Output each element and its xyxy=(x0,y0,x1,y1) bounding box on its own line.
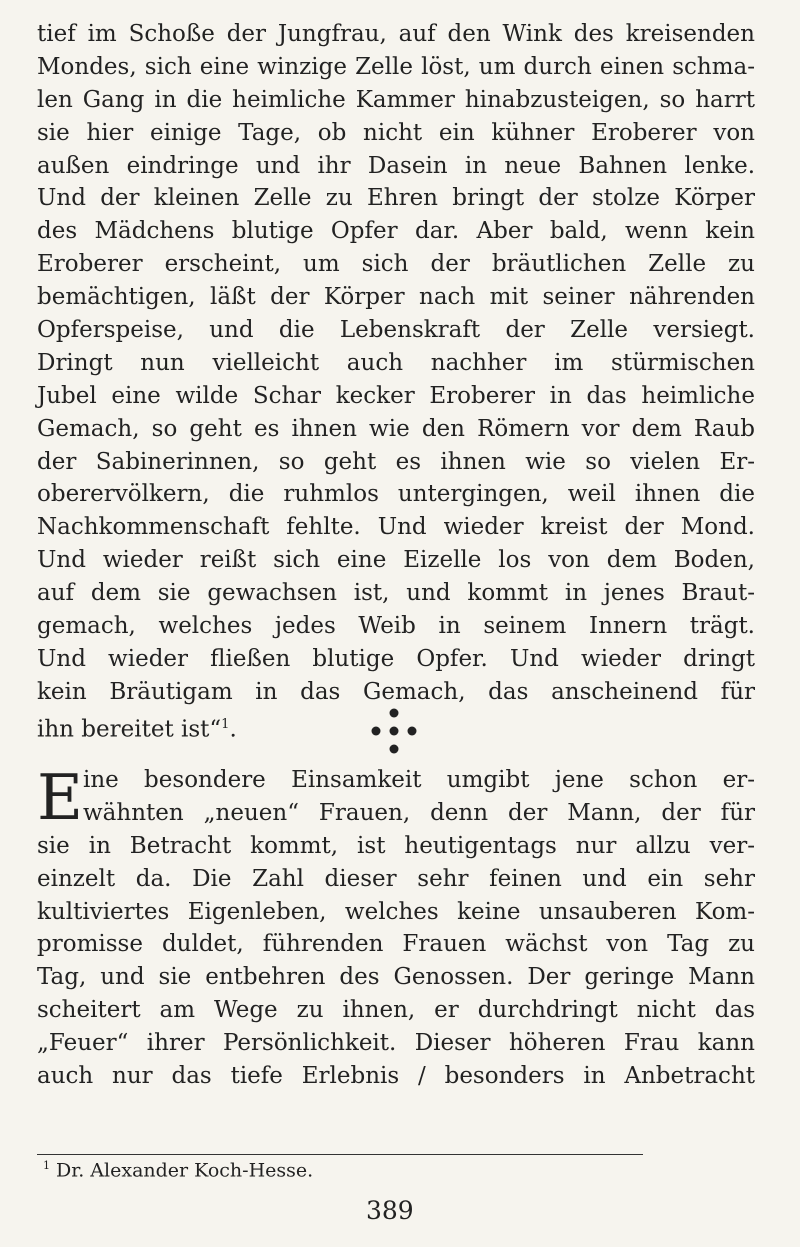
text-line: len Gang in die heimliche Kammer hinabzusteigen, so harrt xyxy=(37,86,755,113)
text-line: außen eindringe und ihr Dasein in neue Bahnen lenke. xyxy=(37,152,755,179)
text-line: Jubel eine wilde Schar kecker Eroberer in das heimliche xyxy=(37,382,755,409)
text-line: sie hier einige Tage, ob nicht ein kühner Eroberer von xyxy=(37,119,755,146)
drop-cap: E xyxy=(37,761,83,834)
footnote xyxy=(43,1153,313,1183)
text-line: sie in Betracht kommt, ist heutigentags nur allzu ver- xyxy=(37,832,755,859)
text-line: kein Bräutigam in das Gemach, das anscheinend für xyxy=(37,678,755,705)
last-line-end: . xyxy=(229,716,237,743)
dropcap-block xyxy=(37,761,755,834)
page-number: 389 xyxy=(366,1196,414,1225)
text-line: Und wieder fließen blutige Opfer. Und wieder dringt xyxy=(37,645,755,672)
text-line: auf dem sie gewachsen ist, und kommt in jenes Braut- xyxy=(37,580,755,607)
text-line: einzelt da. Die Zahl dieser sehr feinen und ein sehr xyxy=(37,865,755,892)
text-line: ine besondere Einsamkeit umgibt jene schon er- xyxy=(83,767,755,793)
paragraph-1 xyxy=(37,18,755,742)
text-line: Opferspeise, und die Lebenskraft der Zelle versiegt. xyxy=(37,317,755,344)
last-line-text: ihn bereitet ist“ xyxy=(37,716,222,743)
diamond-dots-ornament-icon xyxy=(364,705,424,761)
text-line: Dringt nun vielleicht auch nachher im stürmischen xyxy=(37,349,755,376)
text-line: der Sabinerinnen, so geht es ihnen wie so vielen Er- xyxy=(37,448,755,475)
text-line: wähnten „neuen“ Frauen, denn der Mann, der für xyxy=(83,799,755,826)
text-line: Tag, und sie entbehren des Genossen. Der geringe Mann xyxy=(37,964,755,991)
text-line: Mondes, sich eine winzige Zelle löst, um durch einen schma- xyxy=(37,53,755,80)
text-line: scheitert am Wege zu ihnen, er durchdringt nicht das xyxy=(37,997,755,1024)
text-line: bemächtigen, läßt der Körper nach mit seiner nährenden xyxy=(37,284,755,311)
text-line: promisse duldet, führenden Frauen wächst von Tag zu xyxy=(37,931,755,958)
text-line: tief im Schoße der Jungfrau, auf den Wink des kreisenden xyxy=(37,21,755,47)
text-line: gemach, welches jedes Weib in seinem Innern trägt. xyxy=(37,613,755,640)
text-line: oberervölkern, die ruhmlos untergingen, weil ihnen die xyxy=(37,481,755,508)
text-line: „Feuer“ ihrer Persönlichkeit. Dieser höheren Frau kann xyxy=(37,1030,755,1057)
text-line: kultiviertes Eigenleben, welches keine unsauberen Kom- xyxy=(37,898,755,925)
text-line: Nachkommenschaft fehlte. Und wieder kreist der Mond. xyxy=(37,514,755,541)
footnote-text: Dr. Alexander Koch-Hesse. xyxy=(56,1159,314,1182)
footnote-mark: 1 xyxy=(43,1159,50,1172)
paragraph-2 xyxy=(37,761,755,1093)
footnote-reference[interactable]: 1 xyxy=(221,716,230,732)
text-line: Und der kleinen Zelle zu Ehren bringt der stolze Körper xyxy=(37,185,755,212)
text-line: auch nur das tiefe Erlebnis / besonders in Anbetracht xyxy=(37,1063,755,1090)
text-line: Gemach, so geht es ihnen wie den Römern vor dem Raub xyxy=(37,415,755,442)
text-line: Und wieder reißt sich eine Eizelle los von dem Boden, xyxy=(37,547,755,574)
text-line: Eroberer erscheint, um sich der bräutlichen Zelle zu xyxy=(37,251,755,278)
text-line: des Mädchens blutige Opfer dar. Aber bald, wenn kein xyxy=(37,218,755,245)
